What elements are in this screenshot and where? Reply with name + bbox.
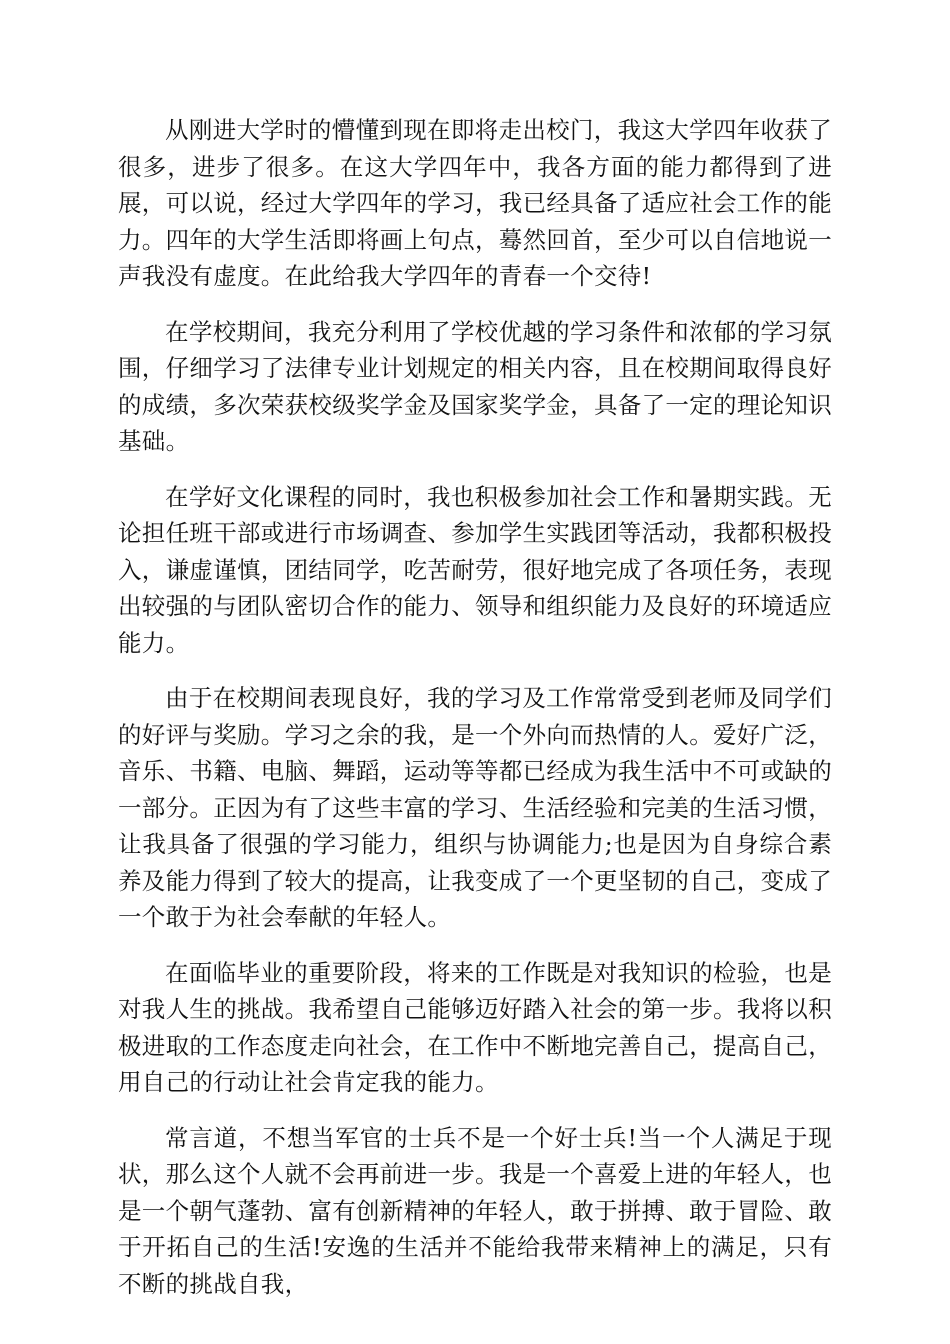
document-body [118, 112, 832, 1321]
paragraph-1: 从刚进大学时的懵懂到现在即将走出校门，我这大学四年收获了很多，进步了很多。在这大学四年中，我各方面的能力都得到了进展，可以说，经过大学四年的学习，我已经具备了适应社会工作的能力。四年的大学生活即将画上句点，蓦然回首，至少可以自信地说一声我没有虚度。在此给我大学四年的青春一个交待! [118, 116, 832, 290]
paragraph-4: 由于在校期间表现良好，我的学习及工作常常受到老师及同学们的好评与奖励。学习之余的我，是一个外向而热情的人。爱好广泛，音乐、书籍、电脑、舞蹈，运动等等都已经成为我生活中不可或缺的一部分。正因为有了这些丰富的学习、生活经验和完美的生活习惯，让我具备了很强的学习能力，组织与协调能力;也是因为自身综合素养及能力得到了较大的提高，让我变成了一个更坚韧的自己，变成了一个敢于为社会奉献的年轻人。 [118, 684, 832, 931]
paragraph-2: 在学校期间，我充分利用了学校优越的学习条件和浓郁的学习氛围，仔细学习了法律专业计划规定的相关内容，且在校期间取得良好的成绩，多次荣获校级奖学金及国家奖学金，具备了一定的理论知识基础。 [118, 317, 832, 455]
paragraph-5: 在面临毕业的重要阶段，将来的工作既是对我知识的检验，也是对我人生的挑战。我希望自己能够迈好踏入社会的第一步。我将以积极进取的工作态度走向社会，在工作中不断地完善自己，提高自己，用自己的行动让社会肯定我的能力。 [118, 958, 832, 1096]
paragraph-3: 在学好文化课程的同时，我也积极参加社会工作和暑期实践。无论担任班干部或进行市场调查、参加学生实践团等活动，我都积极投入，谦虚谨慎，团结同学，吃苦耐劳，很好地完成了各项任务，表现出较强的与团队密切合作的能力、领导和组织能力及良好的环境适应能力。 [118, 482, 832, 657]
paragraph-6: 常言道，不想当军官的士兵不是一个好士兵!当一个人满足于现状，那么这个人就不会再前进一步。我是一个喜爱上进的年轻人，也是一个朝气蓬勃、富有创新精神的年轻人，敢于拼搏、敢于冒险、敢于开拓自己的生活!安逸的生活并不能给我带来精神上的满足，只有不断的挑战自我， [118, 1123, 832, 1298]
